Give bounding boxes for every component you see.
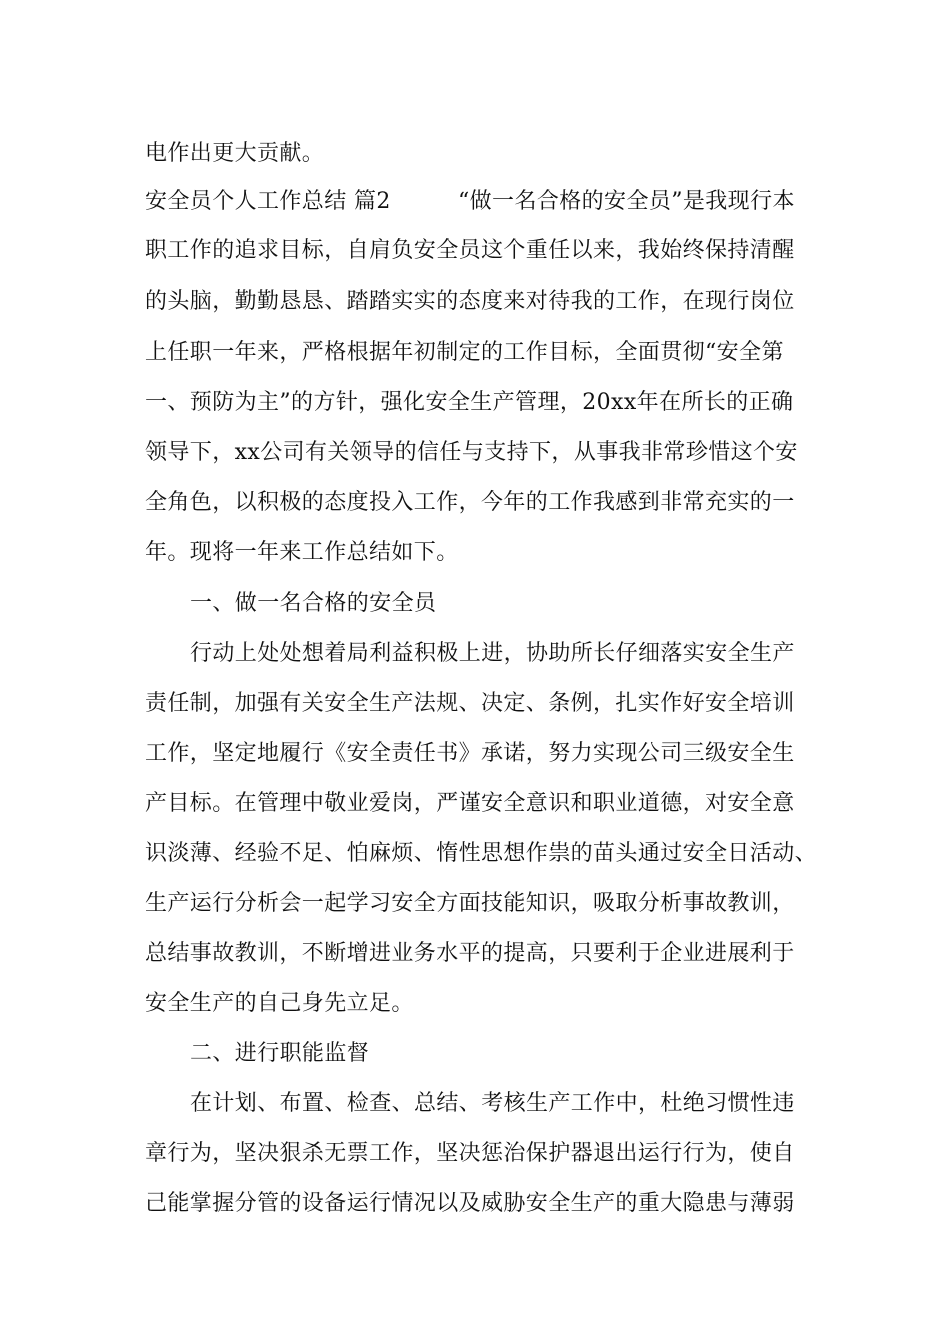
text-line: 己能掌握分管的设备运行情况以及威胁安全生产的重大隐患与薄弱	[145, 1191, 795, 1216]
section-heading: 二、进行职能监督	[190, 1041, 370, 1066]
section-title-line: 安全员个人工作总结 篇2 “做一名合格的安全员”是我现行本	[145, 189, 795, 214]
text-line: 年。现将一年来工作总结如下。	[145, 540, 459, 565]
text-line: 电作出更大贡献。	[145, 141, 325, 166]
text-line: 在计划、布置、检查、总结、考核生产工作中，杜绝习惯性违	[190, 1091, 795, 1116]
text-line: 的头脑，勤勤恳恳、踏踏实实的态度来对待我的工作，在现行岗位	[145, 289, 795, 314]
text-line: 安全生产的自己身先立足。	[145, 991, 414, 1016]
text-line: 章行为，坚决狠杀无票工作，坚决惩治保护器退出运行行为，使自	[145, 1141, 795, 1166]
text-line: 行动上处处想着局利益积极上进，协助所长仔细落实安全生产	[190, 641, 795, 666]
text-line: 上任职一年来，严格根据年初制定的工作目标，全面贯彻“安全第	[145, 340, 784, 365]
text-line: 责任制，加强有关安全生产法规、决定、条例，扎实作好安全培训	[145, 691, 795, 716]
section-heading: 一、做一名合格的安全员	[190, 591, 437, 616]
text-line: 工作，坚定地履行《安全责任书》承诺，努力实现公司三级安全生	[145, 741, 795, 766]
text-line: 识淡薄、经验不足、怕麻烦、惰性思想作祟的苗头通过安全日活动、	[145, 841, 818, 866]
text-line: 总结事故教训，不断增进业务水平的提高，只要利于企业进展利于	[145, 941, 795, 966]
text-line: 领导下，xx公司有关领导的信任与支持下，从事我非常珍惜这个安	[145, 440, 798, 465]
text-line: 职工作的追求目标，自肩负安全员这个重任以来，我始终保持清醒	[145, 238, 795, 263]
text-line: 产目标。在管理中敬业爱岗，严谨安全意识和职业道德，对安全意	[145, 791, 795, 816]
text-line: 全角色，以积极的态度投入工作，今年的工作我感到非常充实的一	[145, 490, 795, 515]
text-line: 生产运行分析会一起学习安全方面技能知识，吸取分析事故教训，	[145, 891, 795, 916]
text-line: 一、预防为主”的方针，强化安全生产管理，20xx年在所长的正确	[145, 390, 794, 415]
